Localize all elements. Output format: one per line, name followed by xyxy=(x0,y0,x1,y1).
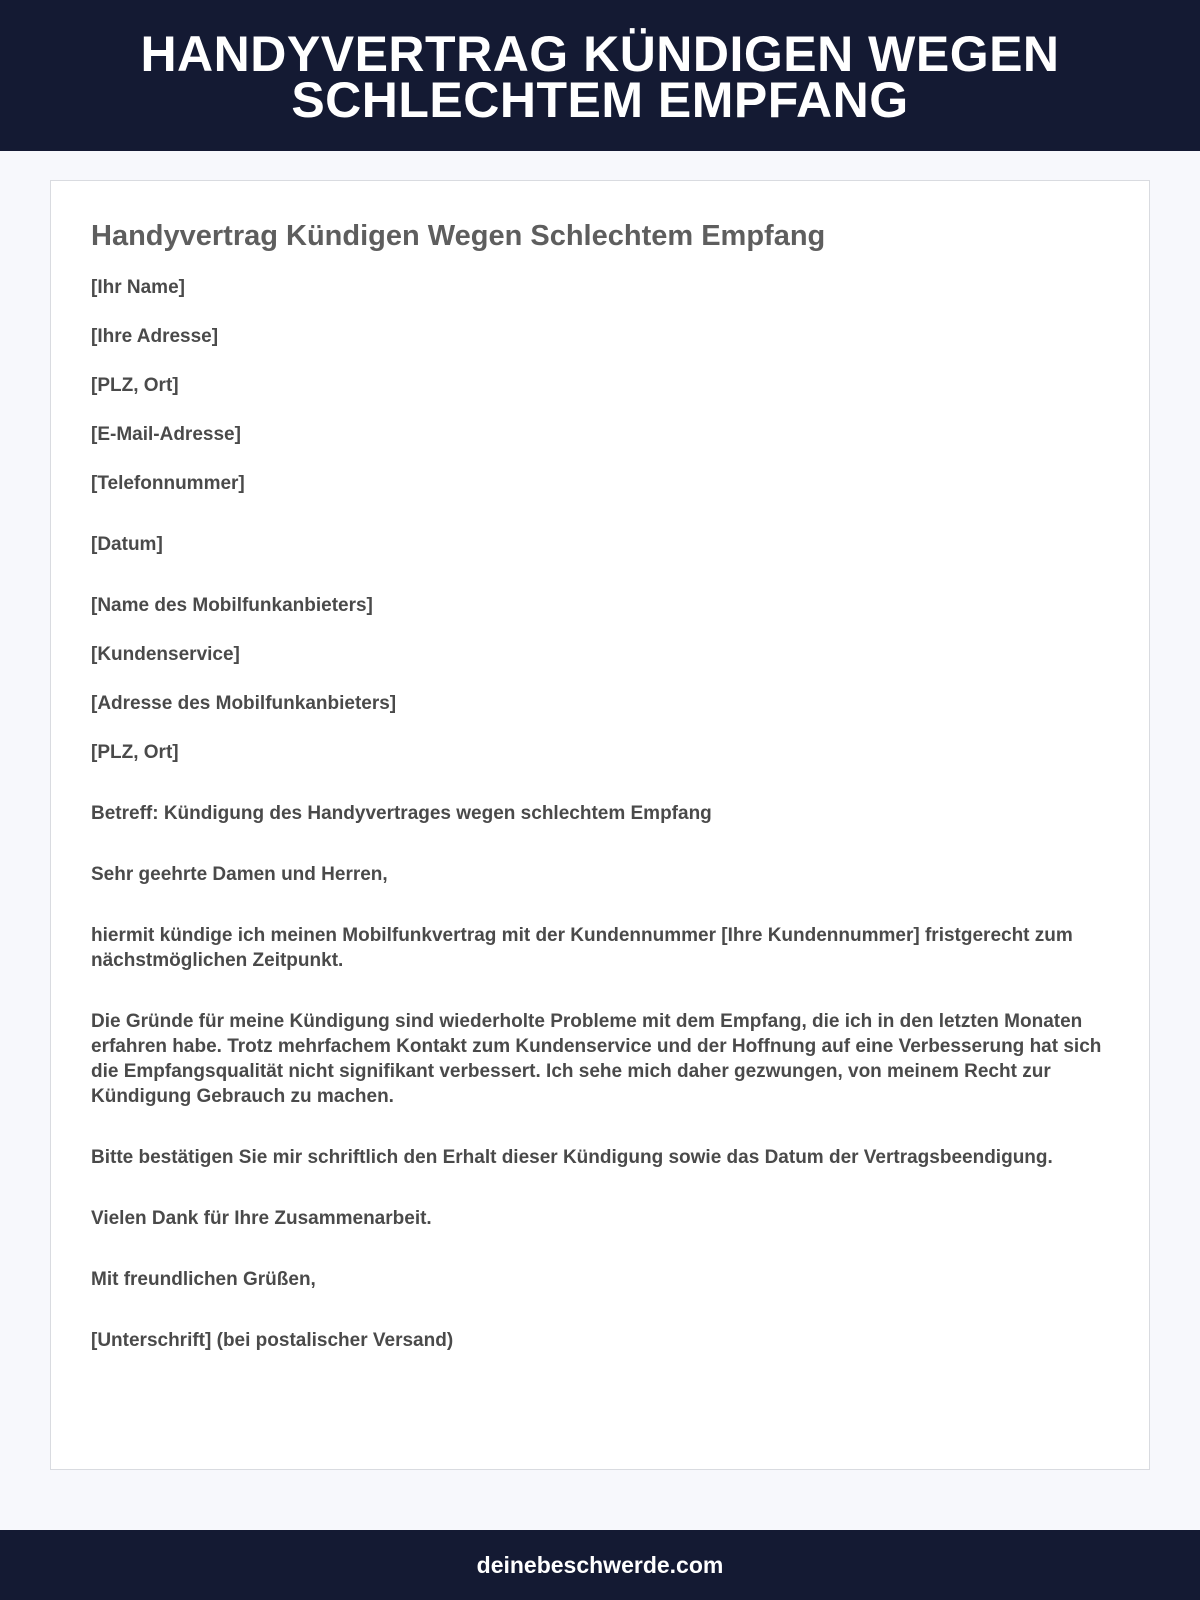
date-block xyxy=(91,532,1109,557)
letter-card xyxy=(50,180,1150,1470)
sender-email: [E-Mail-Adresse] xyxy=(91,424,241,445)
sender-address: [Ihre Adresse] xyxy=(91,326,219,347)
letter-paragraph: Vielen Dank für Ihre Zusammenarbeit. xyxy=(91,1208,432,1229)
recipient-department: [Kundenservice] xyxy=(91,644,240,665)
sender-phone: [Telefonnummer] xyxy=(91,473,245,494)
recipient-city: [PLZ, Ort] xyxy=(91,742,179,763)
recipient-block xyxy=(91,593,1109,765)
letter-salutation: Sehr geehrte Damen und Herren, xyxy=(91,864,388,885)
recipient-name: [Name des Mobilfunkanbieters] xyxy=(91,595,373,616)
sender-name: [Ihr Name] xyxy=(91,277,185,298)
page-title: HANDYVERTRAG KÜNDIGEN WEGEN SCHLECHTEM EMPFANG xyxy=(140,25,1060,128)
letter-body xyxy=(91,801,1109,1353)
page-header xyxy=(0,0,1200,151)
letter-date: [Datum] xyxy=(91,534,163,555)
page-footer xyxy=(0,1530,1200,1600)
letter-closing: Mit freundlichen Grüßen, xyxy=(91,1269,316,1290)
recipient-address: [Adresse des Mobilfunkanbieters] xyxy=(91,693,397,714)
letter-signature: [Unterschrift] (bei postalischer Versand) xyxy=(91,1330,454,1351)
letter-subject: Betreff: Kündigung des Handyvertrages wegen schlechtem Empfang xyxy=(91,803,712,824)
sender-city: [PLZ, Ort] xyxy=(91,375,179,396)
sender-block xyxy=(91,275,1109,496)
letter-paragraph: Bitte bestätigen Sie mir schriftlich den Erhalt dieser Kündigung sowie das Datum der Vertragsbeendigung. xyxy=(91,1147,1053,1168)
footer-site: deinebeschwerde.com xyxy=(476,1551,724,1578)
letter-paragraph: Die Gründe für meine Kündigung sind wiederholte Probleme mit dem Empfang, die ich in den letzten Monaten erfahren habe. Trotz mehrfachem Kontakt zum Kundenservice und der Hoffnung auf eine Verbesserung hat sich die Empfangsqualität nicht signifikant verbessert. Ich sehe mich daher gezwungen, von meinem Recht zur Kündigung Gebrauch zu machen. xyxy=(91,1011,1102,1107)
letter-paragraph: hiermit kündige ich meinen Mobilfunkvertrag mit der Kundennummer [Ihre Kundennummer] fristgerecht zum nächstmöglichen Zeitpunkt. xyxy=(91,925,1073,971)
letter-title: Handyvertrag Kündigen Wegen Schlechtem Empfang xyxy=(91,220,826,252)
